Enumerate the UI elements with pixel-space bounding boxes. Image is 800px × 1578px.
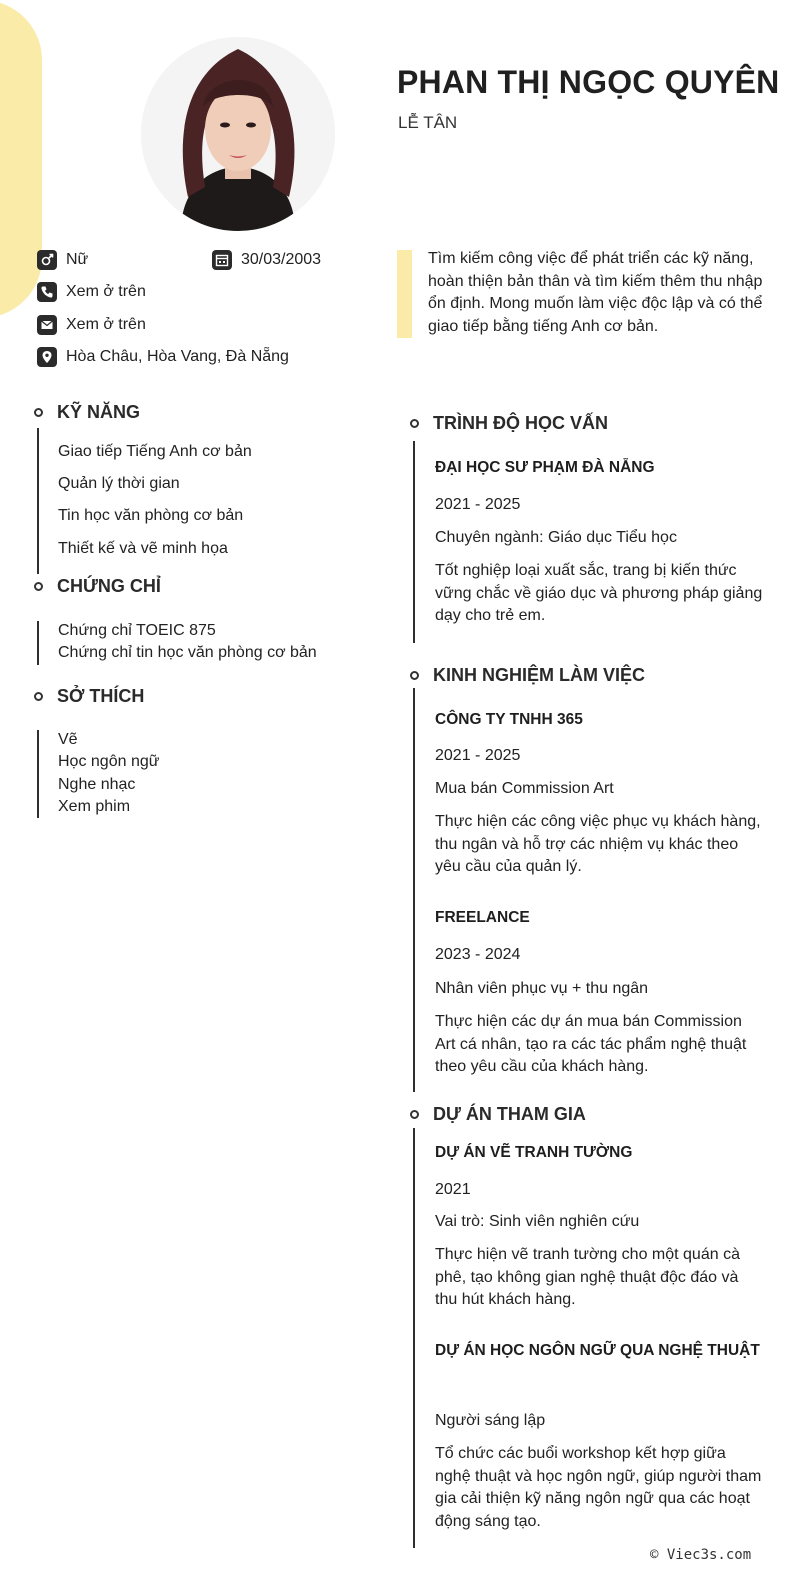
birthday-row — [212, 250, 321, 270]
gender-row — [37, 250, 88, 270]
certificates-section-dot — [34, 582, 43, 591]
location-pin-icon — [37, 347, 57, 367]
certificates-title: CHỨNG CHỈ — [57, 576, 161, 596]
phone-row — [37, 282, 146, 302]
hobby-item: Xem phim — [58, 798, 131, 815]
career-objective: Tìm kiếm công việc để phát triển các kỹ năng, hoàn thiện bản thân và tìm kiếm thêm thu nhập ổn định. Mong muốn làm việc độc lập và có thể giao tiếp bằng tiếng Anh cơ bản. — [428, 250, 763, 335]
projects-section-dot — [410, 1110, 419, 1119]
job-role: Nhân viên phục vụ + thu ngân — [435, 980, 649, 997]
candidate-name: PHAN THỊ NGỌC QUYÊN — [397, 64, 780, 100]
projects-title: DỰ ÁN THAM GIA — [433, 1104, 586, 1124]
profile-photo — [141, 37, 335, 231]
skill-item: Giao tiếp Tiếng Anh cơ bản — [58, 443, 252, 460]
gender-value: Nữ — [66, 251, 89, 268]
project-role: Người sáng lập — [435, 1412, 546, 1429]
education-title: TRÌNH ĐỘ HỌC VẤN — [433, 413, 608, 433]
project-name: DỰ ÁN VẼ TRANH TƯỜNG — [435, 1144, 633, 1161]
experience-timeline-line — [413, 688, 415, 1092]
hobby-item: Nghe nhạc — [58, 776, 136, 793]
gender-icon — [37, 250, 57, 270]
skills-timeline-line — [37, 428, 39, 574]
watermark: © Viec3s.com — [650, 1547, 752, 1563]
job-period: 2021 - 2025 — [435, 747, 521, 764]
school-name: ĐẠI HỌC SƯ PHẠM ĐÀ NẴNG — [435, 459, 655, 476]
phone-value: Xem ở trên — [66, 283, 146, 300]
project-description: Thực hiện vẽ tranh tường cho một quán cà phê, tạo không gian nghệ thuật độc đáo và thu hút khách hàng. — [435, 1246, 740, 1308]
experience-title: KINH NGHIỆM LÀM VIỆC — [433, 665, 646, 685]
birthday-value: 30/03/2003 — [241, 251, 322, 268]
job-role: Mua bán Commission Art — [435, 780, 614, 797]
hobbies-title: SỞ THÍCH — [57, 686, 145, 706]
job-description: Thực hiện các công việc phục vụ khách hàng, thu ngân và hỗ trợ các nhiệm vụ khác theo yêu cầu của quản lý. — [435, 813, 761, 875]
calendar-icon — [212, 250, 232, 270]
project-name: DỰ ÁN HỌC NGÔN NGỮ QUA NGHỆ THUẬT — [435, 1342, 760, 1359]
education-timeline-line — [413, 441, 415, 643]
skill-item: Quản lý thời gian — [58, 475, 180, 492]
project-period: 2021 — [435, 1181, 471, 1198]
job-description: Thực hiện các dự án mua bán Commission Art cá nhân, tạo ra các tác phẩm nghệ thuật theo yêu cầu của khách hàng. — [435, 1013, 747, 1075]
job-position: LỄ TÂN — [398, 113, 458, 132]
job-period: 2023 - 2024 — [435, 946, 521, 963]
experience-section-dot — [410, 671, 419, 680]
email-value: Xem ở trên — [66, 316, 146, 333]
phone-icon — [37, 282, 57, 302]
skill-item: Tin học văn phòng cơ bản — [58, 507, 244, 524]
education-major: Chuyên ngành: Giáo dục Tiểu học — [435, 529, 677, 546]
certificate-item: Chứng chỉ TOEIC 875 — [58, 622, 216, 639]
projects-timeline-line — [413, 1128, 415, 1548]
education-section-dot — [410, 419, 419, 428]
email-row — [37, 315, 146, 335]
skills-section-dot — [34, 408, 43, 417]
hobby-item: Học ngôn ngữ — [58, 753, 160, 770]
skill-item: Thiết kế và vẽ minh họa — [58, 540, 228, 557]
skills-title: KỸ NĂNG — [57, 402, 141, 422]
address-row — [37, 347, 289, 367]
hobbies-timeline-line — [37, 730, 39, 818]
education-description: Tốt nghiệp loại xuất sắc, trang bị kiến thức vững chắc về giáo dục và phương pháp giảng dạy cho trẻ em. — [435, 562, 763, 624]
certificate-item: Chứng chỉ tin học văn phòng cơ bản — [58, 644, 317, 661]
job-company: FREELANCE — [435, 909, 530, 926]
hobbies-section-dot — [34, 692, 43, 701]
certificates-timeline-line — [37, 621, 39, 665]
education-period: 2021 - 2025 — [435, 496, 521, 513]
hobby-item: Vẽ — [58, 731, 78, 748]
job-company: CÔNG TY TNHH 365 — [435, 711, 583, 728]
decorative-accent-arc — [0, 0, 42, 318]
objective-accent-bar — [397, 250, 412, 338]
email-icon — [37, 315, 57, 335]
address-value: Hòa Châu, Hòa Vang, Đà Nẵng — [66, 348, 289, 365]
project-role: Vai trò: Sinh viên nghiên cứu — [435, 1213, 640, 1230]
project-description: Tổ chức các buổi workshop kết hợp giữa nghệ thuật và học ngôn ngữ, giúp người tham gia cải thiện kỹ năng ngôn ngữ qua các hoạt động sáng tạo. — [435, 1445, 762, 1530]
